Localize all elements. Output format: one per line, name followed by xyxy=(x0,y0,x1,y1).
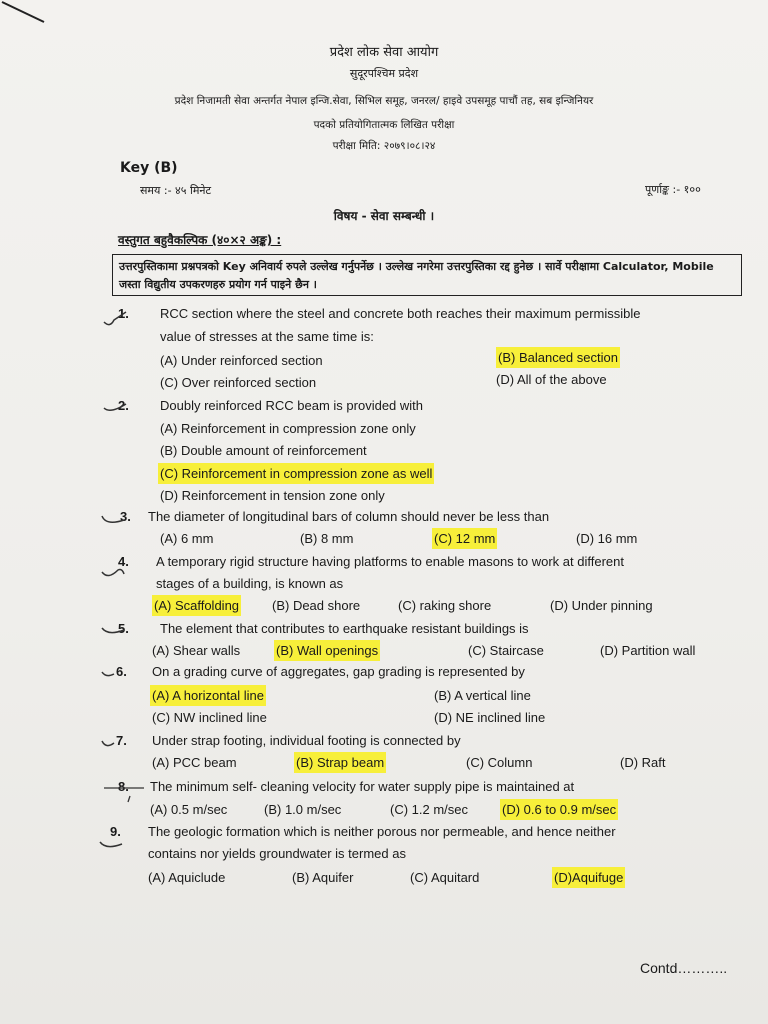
option-c: (C) NW inclined line xyxy=(152,710,267,725)
option-d: (D) NE inclined line xyxy=(434,710,546,725)
tick-mark-icon xyxy=(98,510,128,530)
question-number: 6. xyxy=(116,664,127,679)
option-c-answer: (C) Reinforcement in compression zone as well xyxy=(158,463,434,484)
option-c: (C) Column xyxy=(466,755,533,770)
question-number: 4. xyxy=(118,554,129,569)
tick-mark-icon xyxy=(98,664,118,684)
question-text: The minimum self- cleaning velocity for water supply pipe is maintained at xyxy=(150,779,575,794)
option-b: (B) Aquifer xyxy=(292,870,354,885)
option-d: (D) All of the above xyxy=(496,372,607,387)
full-marks: पूर्णाङ्क :- १०० xyxy=(645,183,701,196)
question-number: 8. xyxy=(118,779,129,794)
pen-stroke-mark xyxy=(0,0,50,30)
tick-mark-icon xyxy=(98,620,128,640)
question-text: Doubly reinforced RCC beam is provided with xyxy=(160,398,424,413)
option-b: (B) 1.0 m/sec xyxy=(264,802,342,817)
question-text: Under strap footing, individual footing is connected by xyxy=(152,733,461,748)
option-a: (A) PCC beam xyxy=(152,755,237,770)
option-a-answer: (A) Scaffolding xyxy=(152,595,241,616)
commission-name: प्रदेश लोक सेवा आयोग xyxy=(329,45,439,60)
option-c: (C) raking shore xyxy=(398,598,492,613)
option-a: (A) Aquiclude xyxy=(148,870,226,885)
tick-mark-icon xyxy=(98,735,118,755)
question-number: 3. xyxy=(120,509,131,524)
tick-mark-icon xyxy=(100,398,130,418)
option-d: (D) Reinforcement in tension zone only xyxy=(160,488,385,503)
option-c: (C) 1.2 m/sec xyxy=(390,802,469,817)
option-b-answer: (B) Strap beam xyxy=(294,752,386,773)
tick-mark-icon xyxy=(100,780,150,810)
tick-mark-icon xyxy=(98,560,128,584)
option-d: (D) 16 mm xyxy=(576,531,638,546)
question-number: 2. xyxy=(118,398,129,413)
question-number: 1. xyxy=(118,306,129,321)
question-text: contains nor yields groundwater is termed as xyxy=(148,846,406,861)
option-d-answer: (D)Aquifuge xyxy=(552,867,625,888)
question-number: 9. xyxy=(110,824,121,839)
answer-key-label: Key (B) xyxy=(120,160,178,176)
service-line: प्रदेश निजामती सेवा अन्तर्गत नेपाल इन्जि.सेवा, सिभिल समूह, जनरल/ हाइवे उपसमूह पाचौं तह, सब इन्जिनियर xyxy=(174,95,594,107)
option-c: (C) Over reinforced section xyxy=(160,375,317,390)
option-a: (A) 0.5 m/sec xyxy=(150,802,228,817)
option-c-answer: (C) 12 mm xyxy=(432,528,497,549)
question-text: The geologic formation which is neither porous nor permeable, and hence neither xyxy=(148,824,616,839)
tick-mark-icon xyxy=(100,306,130,336)
question-text: On a grading curve of aggregates, gap grading is represented by xyxy=(152,664,525,679)
question-number: 5. xyxy=(118,621,129,636)
option-c: (C) Staircase xyxy=(468,643,544,658)
option-d: (D) Under pinning xyxy=(550,598,653,613)
section-title: वस्तुगत बहुवैकल्पिक (४०×२ अङ्क) : xyxy=(118,233,282,247)
option-b: (B) A vertical line xyxy=(434,688,531,703)
option-a-answer: (A) A horizontal line xyxy=(150,685,266,706)
option-d: (D) Raft xyxy=(620,755,666,770)
province-name: सुदूरपश्चिम प्रदेश xyxy=(349,67,419,80)
option-a: (A) Shear walls xyxy=(152,643,241,658)
option-a: (A) Under reinforced section xyxy=(160,353,323,368)
continued-label: Contd……….. xyxy=(640,960,728,976)
option-d: (D) Partition wall xyxy=(600,643,696,658)
question-text: The diameter of longitudinal bars of column should never be less than xyxy=(148,509,550,524)
question-text: The element that contributes to earthquake resistant buildings is xyxy=(160,621,529,636)
exam-type: पदको प्रतियोगितात्मक लिखित परीक्षा xyxy=(313,119,455,131)
time-allowed: समय :- ४५ मिनेट xyxy=(140,184,212,197)
subject-title: विषय - सेवा सम्बन्धी । xyxy=(333,209,435,223)
option-b: (B) Double amount of reinforcement xyxy=(160,443,367,458)
question-text: A temporary rigid structure having platforms to enable masons to work at different xyxy=(156,554,624,569)
option-a: (A) 6 mm xyxy=(160,531,214,546)
option-b-answer: (B) Wall openings xyxy=(274,640,380,661)
question-number: 7. xyxy=(116,733,127,748)
exam-date: परीक्षा मिति: २०७९।०८।२४ xyxy=(332,140,436,152)
option-a: (A) Reinforcement in compression zone only xyxy=(160,421,416,436)
tick-mark-icon xyxy=(96,832,126,856)
question-text: RCC section where the steel and concrete both reaches their maximum permissible xyxy=(160,306,641,321)
question-text: value of stresses at the same time is: xyxy=(160,329,374,344)
question-text: stages of a building, is known as xyxy=(156,576,344,591)
option-b: (B) 8 mm xyxy=(300,531,354,546)
instruction-box: उत्तरपुस्तिकामा प्रश्नपत्रको Key अनिवार्य रुपले उल्लेख गर्नुपर्नेछ । उल्लेख नगरेमा उत्तरपुस्तिका रद्द हुनेछ । सार्वे परीक्षामा Calculator, Mobile जस्ता विद्युतीय उपकरणहरु प्रयोग गर्न पाइने छैन । xyxy=(112,254,742,296)
option-b: (B) Dead shore xyxy=(272,598,361,613)
option-c: (C) Aquitard xyxy=(410,870,480,885)
option-d-answer: (D) 0.6 to 0.9 m/sec xyxy=(500,799,618,820)
option-b-answer: (B) Balanced section xyxy=(496,347,620,368)
